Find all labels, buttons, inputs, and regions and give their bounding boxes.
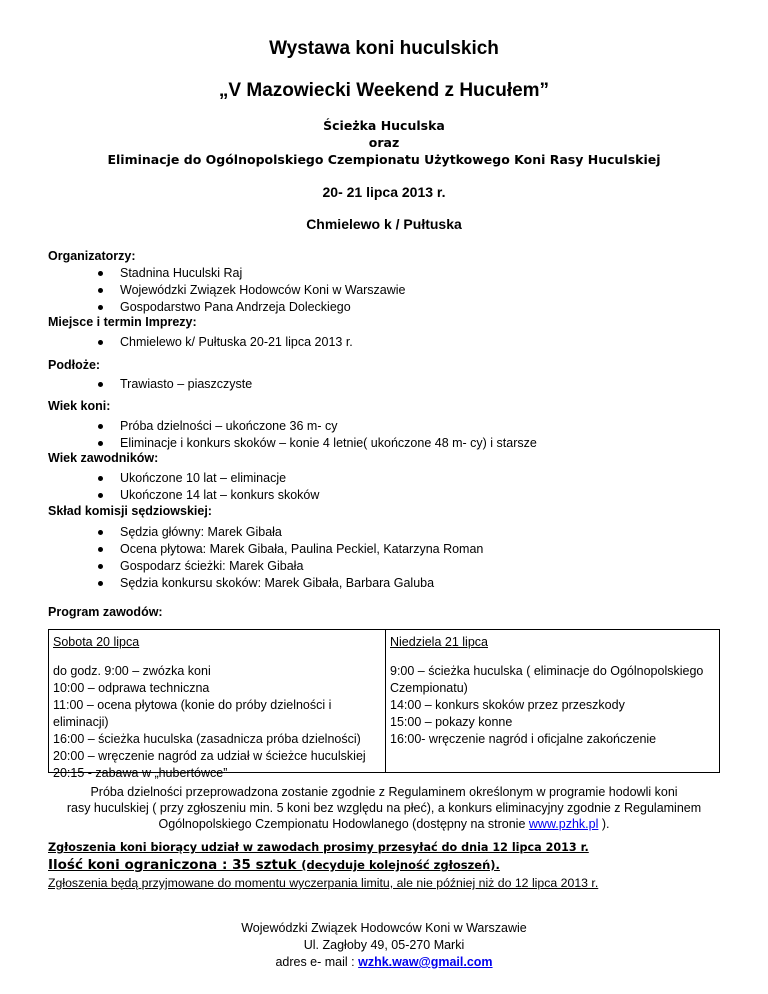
event-place: Chmielewo k / Pułtuska: [306, 216, 462, 232]
schedule-row: eliminacji): [53, 715, 109, 729]
venue-list: [120, 334, 353, 351]
paragraph-text: Ogólnopolskiego Czempionatu Hodowlanego (dostępny na stronie: [158, 817, 529, 831]
schedule-row: 16:00 – ścieżka huculska (zasadnicza próba dzielności): [53, 732, 361, 746]
horse-limit: [48, 857, 500, 873]
paragraph-line: rasy huculskiej ( przy zgłoszeniu min. 5 koni bez względu na płeć), a konkurs eliminacyjny zgodnie z Regulaminem: [66, 801, 702, 815]
ground-list: [120, 376, 252, 393]
list-item: Ukończone 10 lat – eliminacje: [120, 470, 319, 487]
list-item: Wojewódzki Związek Hodowców Koni w Warszawie: [120, 283, 406, 297]
list-item: Gospodarz ścieżki: Marek Gibała: [120, 558, 483, 575]
ground-label: Podłoże:: [48, 358, 101, 372]
list-item: Eliminacje i konkurs skoków – konie 4 letnie( ukończone 48 m- cy) i starsze: [120, 436, 537, 450]
footer-org: Wojewódzki Związek Hodowców Koni w Warszawie: [241, 921, 527, 935]
saturday-header: Sobota 20 lipca: [53, 635, 140, 649]
venue-label: Miejsce i termin Imprezy:: [48, 315, 197, 329]
registration-deadline: Zgłoszenia koni biorący udział w zawodach prosimy przesyłać do dnia 12 lipca 2013 r.: [48, 841, 589, 854]
footer-email-line: [48, 954, 720, 971]
schedule-row: 11:00 – ocena płytowa (konie do próby dzielności i: [53, 698, 332, 712]
rider-age-list: [120, 470, 319, 504]
horse-age-label: Wiek koni:: [48, 399, 111, 413]
organizers-list: [120, 265, 406, 316]
list-item: Gospodarstwo Pana Andrzeja Doleckiego: [120, 299, 406, 316]
list-item: Stadnina Huculski Raj: [120, 265, 406, 282]
organizers-label: Organizatorzy:: [48, 249, 136, 263]
list-item: Sędzia konkursu skoków: Marek Gibała, Barbara Galuba: [120, 575, 483, 592]
list-item: Próba dzielności – ukończone 36 m- cy: [120, 418, 537, 435]
pzhk-link[interactable]: www.pzhk.pl: [528, 817, 599, 831]
event-title: „V Mazowiecki Weekend z Hucułem”: [218, 80, 550, 101]
footer-address: Ul. Zagłoby 49, 05-270 Marki: [303, 938, 465, 952]
subtitle-eliminations: Eliminacje do Ogólnopolskiego Czempionatu Użytkowego Koni Rasy Huculskiej: [107, 152, 661, 167]
list-item: Ukończone 14 lat – konkurs skoków: [120, 488, 320, 502]
rules-paragraph: [48, 784, 720, 832]
rider-age-label: Wiek zawodników:: [48, 451, 159, 465]
list-item: Ocena płytowa: Marek Gibała, Paulina Peckiel, Katarzyna Roman: [120, 542, 484, 556]
program-label: Program zawodów:: [48, 605, 163, 619]
list-item: Trawiasto – piaszczyste: [120, 377, 253, 391]
jury-label: Skład komisji sędziowskiej:: [48, 504, 212, 518]
paragraph-line: Próba dzielności przeprowadzona zostanie zgodnie z Regulaminem określonym w programie hodowli koni: [90, 785, 678, 799]
list-item: Chmielewo k/ Pułtuska 20-21 lipca 2013 r.: [120, 335, 353, 349]
sunday-column: [386, 630, 721, 772]
main-title: Wystawa koni huculskich: [269, 38, 499, 59]
sunday-header: Niedziela 21 lipca: [390, 635, 488, 649]
saturday-column: [49, 630, 386, 780]
registration-note: Zgłoszenia będą przyjmowane do momentu wyczerpania limitu, ale nie później niż do 12 lipca 2013 r.: [48, 876, 599, 890]
email-link[interactable]: wzhk.waw@gmail.com: [358, 955, 493, 969]
subtitle-path: Ścieżka Huculska: [323, 118, 445, 133]
subtitle-and: oraz: [368, 135, 400, 150]
schedule-row: 16:00- wręczenie nagród i oficjalne zakończenie: [390, 732, 657, 746]
jury-list: [120, 524, 483, 592]
schedule-row: 20:00 – wręczenie nagród za udział w ścieżce huculskiej: [53, 749, 366, 763]
schedule-row: 20:15 - zabawa w „hubertówce”: [53, 766, 228, 780]
event-date: 20- 21 lipca 2013 r.: [322, 184, 446, 200]
paragraph-line: [48, 816, 720, 832]
horse-age-list: [120, 418, 537, 452]
schedule-row: 15:00 – pokazy konne: [390, 715, 513, 729]
schedule-row: 14:00 – konkurs skoków przez przeszkody: [390, 698, 625, 712]
schedule-row: 10:00 – odprawa techniczna: [53, 681, 210, 695]
schedule-row: do godz. 9:00 – zwózka koni: [53, 664, 211, 678]
schedule-row: Czempionatu): [390, 681, 468, 695]
paragraph-text: ).: [598, 817, 610, 831]
horse-limit-text: Ilość koni ograniczona : 35 sztuk: [48, 857, 302, 873]
email-label: adres e- mail :: [275, 955, 359, 969]
list-item: Sędzia główny: Marek Gibała: [120, 524, 483, 541]
schedule-row: 9:00 – ścieżka huculska ( eliminacje do Ogólnopolskiego: [390, 664, 704, 678]
schedule-table: [48, 629, 720, 780]
horse-limit-note: (decyduje kolejność zgłoszeń).: [301, 858, 500, 872]
